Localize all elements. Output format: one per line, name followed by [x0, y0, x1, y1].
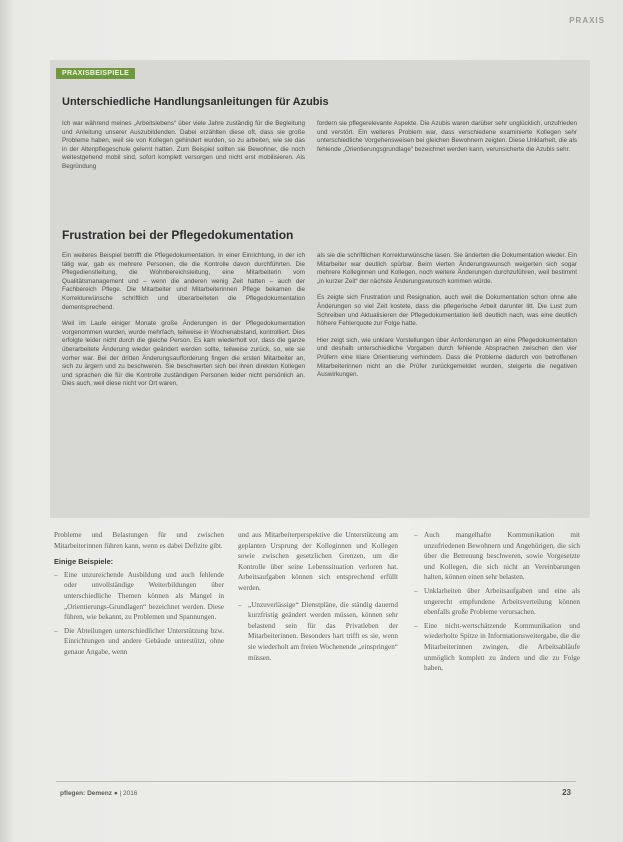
- list-item: – Eine unzureichende Ausbildung und auch fehlende oder unvollständige Weiterbildungen über unterschiedliche Themen können als Mangel in „Orientierungs-Grundlagen“ bezeichnet werden. Diese führen, wie bekannt, zu Problemen und Spannungen.: [64, 570, 224, 623]
- subheading-examples: Einige Beispiele:: [54, 557, 114, 567]
- list-item: – Auch mangelhafte Kommunikation mit unzufriedenen Bewohnern und Angehörigen, die sich über die Betreuung beschweren, sowie Vorgesetzte und Kollegen, die sich nicht an Vereinbarungen halten, können einen sehr belasten.: [424, 530, 580, 583]
- box-column-1b: [317, 120, 577, 162]
- example-list: [238, 600, 398, 664]
- journal-title: pflegen: Demenz: [60, 790, 113, 797]
- heading-pflegedokumentation: Frustration bei der Pflegedokumentation: [62, 228, 294, 242]
- footer-rule: [56, 781, 576, 782]
- list-item: – Die Abteilungen unterschiedlicher Unterstützung bzw. Einrichtungen und andere Gebäude unterstützt, ohne genaue Angabe, wenn: [64, 626, 224, 658]
- section-label: PRAXIS: [569, 16, 605, 25]
- box-column-1a: [62, 120, 305, 180]
- body-column-1: [54, 530, 224, 661]
- box-column-2b: [317, 252, 577, 388]
- paragraph: Ein weiteres Beispiel betrifft die Pflegedokumentation. In einer Einrichtung, in der ich tätig war, gab es mehrere Personen, die die Kontrolle davon durchführten. Die Pflegedienstleitung, die Wohnbereichsleitung, eine Mitarbeiterin vom Qualitätsmanagement und – wenn die anderen wenig Zeit hatten – auch der Fachbereich Pflege. Die Mitarbeiter und Mitarbeiterinnen Pflege bekamen die Korrekturwünsche schriftlich und überarbeiteten die Pflegedokumentation dementsprechend.: [62, 252, 305, 311]
- paragraph: Weil im Laufe einiger Monate große Änderungen in der Pflegedokumentation vorgenommen wurden, wurde mehrfach, teilweise in Wochenabstand, kontrolliert. Dies erfolgte leider nicht durch die gleiche Person. Es kam wiederholt vor, dass die ganze überarbeitete Änderung wieder geändert werden sollte, teilweise zurück, so, wie sie vorher war. Bei der dritten Änderungsaufforderung fingen die ersten Mitarbeiter an, sich zu ärgern und zu beschweren. Sie beschwerten sich bei ihren direkten Kollegen und sprachen die für die Kontrolle zuständigen Personen leider nicht persönlich an. Dies auch, weil diese nicht vor Ort waren,: [62, 320, 305, 388]
- paragraph: fordern sie pflegerelevante Aspekte. Die Azubis waren darüber sehr unglücklich, unzufrieden und verstört. Ein weiteres Problem war, dass verschiedene examinierte Kollegen sehr unterschiedliche Vorgehensweisen bei gleichen Bewohnern zeigten. Diese Unklarheit, die als fehlende „Orientierungsgrundlage“ bezeichnet werden kann, verunsicherte die Azubis sehr.: [317, 120, 577, 153]
- practice-badge: PRAXISBEISPIELE: [56, 68, 135, 79]
- box-column-2a: [62, 252, 305, 397]
- body-column-3: [414, 530, 580, 677]
- footer-journal: [60, 790, 138, 797]
- journal-issue: ● | 2016: [113, 790, 138, 797]
- paragraph: Hier zeigt sich, wie unklare Vorstellungen über Anforderungen an eine Pflegedokumentation und deshalb unterschiedliche Vorgaben durch fehlende Absprachen zwischen den vier Prüfern eine klare Orientierung verhindern. Dass die Probleme dadurch von betroffenen Mitarbeiterinnen nicht an die Prüfer zurückgemeldet wurden, steigerte die negativen Auswirkungen.: [317, 336, 577, 379]
- heading-azubis: Unterschiedliche Handlungsanleitungen für Azubis: [62, 96, 329, 108]
- list-item: – „Unzuverlässige“ Dienstpläne, die ständig dauernd kurzfristig geändert werden müssen, können sehr belastend sein für das Privatleben der Mitarbeiterinnen. Besonders hart trifft es sie, wenn sie wiederholt am freien Wochenende „einspringen“ müssen.: [248, 600, 398, 664]
- paragraph: Probleme und Belastungen für und zwischen Mitarbeiterinnen führen kann, wenn es dabei Defizite gibt.: [54, 531, 224, 550]
- list-item: – Unklarheiten über Arbeitsaufgaben und eine als ungerecht empfundene Arbeitsverteilung können ebenfalls große Probleme verursachen.: [424, 586, 580, 618]
- paragraph: und aus Mitarbeiterperspektive die Unterstützung am geplanten Ursprung der Kolleginnen und Kollegen sowie zwischen gesetzlichen Grenzen, um die Kontrolle über seine Lebenssituation verloren hat. Arbeitsaufgaben können sich entsprechend erfüllt werden.: [238, 531, 398, 592]
- paragraph: Es zeigte sich Frustration und Resignation, auch weil die Dokumentation schon ohne alle Änderungen so viel Zeit kostete, dass die pflegerische Arbeit darunter litt. Die Lust zum Schreiben und Aktualisieren der Pflegedokumentation ließ deutlich nach, was eine deutlich höhere Fehlerquote zur Folge hatte.: [317, 294, 577, 328]
- paragraph: als sie die schriftlichen Korrekturwünsche lasen. Sie änderten die Dokumentation wieder. Ein Mitarbeiter war deutlich spürbar. Beim vierten Änderungswunsch weigerten sich sogar mehrere Kolleginnen und Kollegen, noch weitere Änderungen durchzuführen, weil bestimmt „in kurzer Zeit“ der nächste Änderungswunsch kommen würde.: [317, 252, 577, 285]
- body-column-2: [238, 530, 398, 666]
- paragraph: Ich war während meines „Arbeitslebens“ über viele Jahre zuständig für die Begleitung und Anleitung unserer Auszubildenden. Dabei erzählten diese oft, dass sie große Probleme haben, weil sie von Kollegen gehindert wurden, so zu arbeiten, wie sie das in der Altenpflegeschule gelernt hatten. Zum Beispiel sollten sie Bewohner, die noch weitestgehend mobil sind, sofort komplett versorgen und nicht erst mobilisieren. Als Begründung: [62, 120, 305, 170]
- example-list: [54, 570, 224, 658]
- example-list: [414, 530, 580, 674]
- list-item: – Eine nicht-wertschätzende Kommunikation und wiederholte Spitze in Informationsweitergabe, die die Mitarbeiterinnen zwingen, die Arbeitsabläufe unmöglich komplett zu ändern und die zu Folge haben,: [424, 621, 580, 674]
- page-number: 23: [562, 788, 571, 797]
